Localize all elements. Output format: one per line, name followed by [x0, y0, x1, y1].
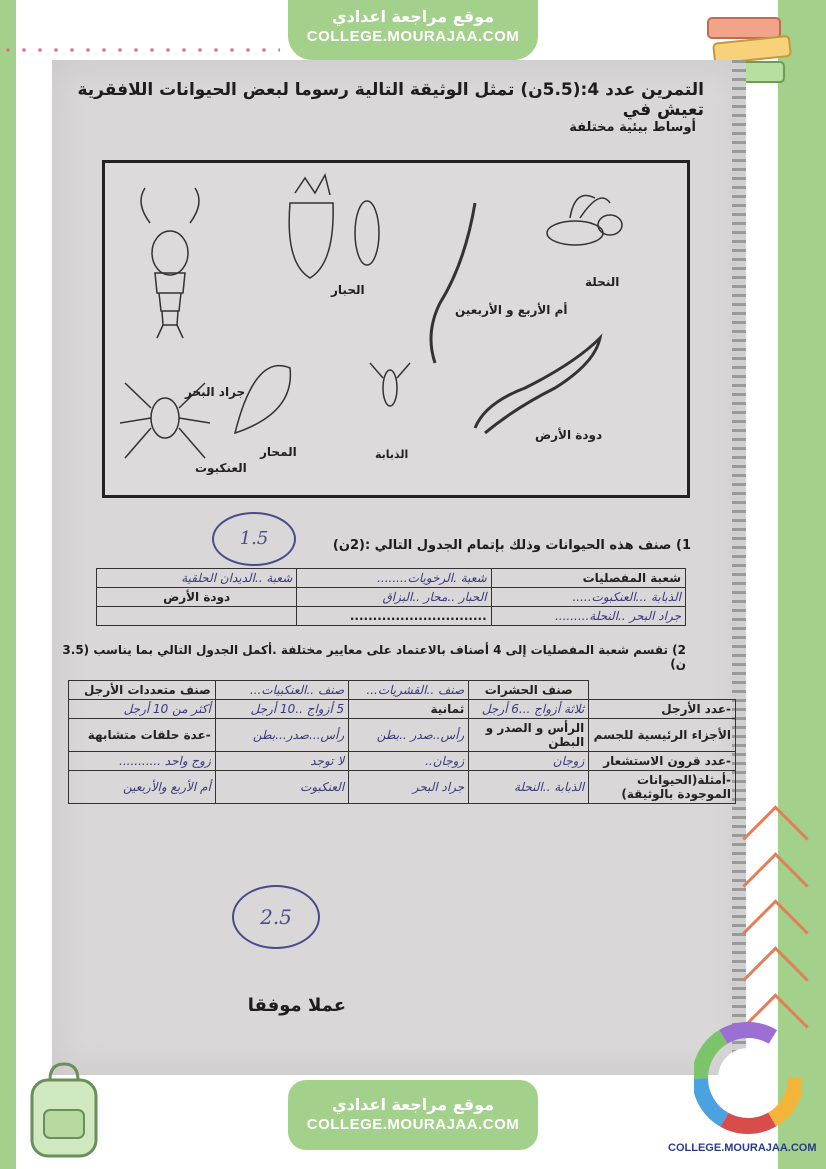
t2-r3c4: أم الأربع والأربعين	[69, 771, 216, 804]
t2-r1c2: رأس..صدر ..بطن	[349, 719, 469, 752]
label-mussel: المحار	[260, 445, 297, 459]
t2-h2: صنف ..القشريات...	[349, 681, 469, 700]
table2-row-examples	[69, 771, 736, 804]
t1-h2: شعبة .الرخويات........	[297, 569, 491, 588]
t2-h3: صنف ..العنكبيات...	[215, 681, 348, 700]
label-centipede: أم الأربع و الأربعين	[455, 303, 568, 317]
mussel-icon	[235, 366, 290, 433]
t2-r0c0: -عدد الأرجل	[589, 700, 736, 719]
animals-figure	[102, 160, 690, 498]
t2-r2c2: زوجان..	[349, 752, 469, 771]
table2-row-body	[69, 719, 736, 752]
label-earthworm: دودة الأرض	[535, 428, 603, 442]
label-crayfish: جراد البحر	[185, 385, 246, 399]
t1-r1c2: الحبار ..محار ..البزاق	[297, 588, 491, 607]
t1-r2c1: جراد البحر ..النحلة.........	[491, 607, 685, 626]
t1-r2c3	[97, 607, 297, 626]
t2-h0	[589, 681, 736, 700]
t2-r2c0: -عدد قرون الاستشعار	[589, 752, 736, 771]
top-banner-arabic: موقع مراجعة اعدادي	[331, 7, 495, 26]
t2-r2c3: لا توجد	[215, 752, 348, 771]
table2-header	[69, 681, 736, 700]
t2-r0c3: 5 أزواج ..10 أرجل	[215, 700, 348, 719]
t2-r0c2: ثمانية	[349, 700, 469, 719]
paper-binding-edge	[732, 60, 746, 1075]
t2-r0c4: أكثر من 10 أرجل	[69, 700, 216, 719]
table1-header	[97, 569, 686, 588]
t2-r1c3: رأس...صدر...بطن	[215, 719, 348, 752]
t1-r2c2: ..............................	[297, 607, 491, 626]
education-wheel-icon	[694, 1022, 802, 1140]
earthworm-icon	[475, 338, 600, 433]
t2-r2c1: زوجان	[469, 752, 589, 771]
classification-table-2	[68, 680, 736, 804]
t1-h1: شعبة المفصليات	[491, 569, 685, 588]
question-2: 2) تقسم شعبة المفصليات إلى 4 أصناف بالاعتماد على معايير مختلفة .أكمل الجدول التالي بما يناسب (3.5 ن)	[62, 643, 686, 671]
table2-row-legs	[69, 700, 736, 719]
exercise-title-cont: أوساط بيئية مختلفة	[569, 120, 696, 135]
closing-text: عملا موفقا	[247, 995, 346, 1016]
t2-h1: صنف الحشرات	[469, 681, 589, 700]
t2-r0c1: ثلاثة أزواج ...6 أرجل	[469, 700, 589, 719]
classification-table-1	[96, 568, 686, 626]
centipede-icon	[431, 203, 475, 363]
animal-drawings	[105, 163, 687, 495]
cuttlefish-icon	[289, 175, 379, 278]
table2-row-antennae	[69, 752, 736, 771]
table1-row1	[97, 588, 686, 607]
grade-circle-1: 1.5	[212, 512, 296, 566]
fly-icon	[370, 363, 410, 406]
backpack-icon	[14, 1058, 114, 1162]
crayfish-icon	[141, 188, 199, 338]
t2-r3c0: -أمثلة(الحيوانات الموجودة بالوثيقة)	[589, 771, 736, 804]
table1-row2	[97, 607, 686, 626]
bottom-banner-url[interactable]: COLLEGE.MOURAJAA.COM	[306, 1116, 520, 1133]
t2-r1c0: الأجزاء الرئيسية للجسم	[589, 719, 736, 752]
label-bee: النحلة	[585, 275, 620, 289]
t2-r3c1: الذبابة ..النحلة	[469, 771, 589, 804]
t2-r1c4: -عدة حلقات متشابهة	[69, 719, 216, 752]
t2-r3c3: العنكبوت	[215, 771, 348, 804]
exercise-title: التمرين عدد 4:(5.5ن) تمثل الوثيقة التالية رسوما لبعض الحيوانات اللافقرية تعيش في	[77, 80, 704, 120]
decorative-dots	[0, 48, 280, 52]
bottom-banner-arabic: موقع مراجعة اعدادي	[331, 1095, 495, 1114]
bee-icon	[547, 196, 622, 246]
t1-h3: شعبة ..الديدان الحلقية	[97, 569, 297, 588]
top-banner-url[interactable]: COLLEGE.MOURAJAA.COM	[306, 28, 520, 45]
t2-r3c2: جراد البحر	[349, 771, 469, 804]
t2-h4: صنف متعددات الأرجل	[69, 681, 216, 700]
grade-circle-2: 2.5	[232, 885, 320, 949]
label-fly: الذبابة	[375, 448, 409, 461]
top-banner[interactable]	[288, 0, 538, 60]
t1-r1c3: دودة الأرض	[97, 588, 297, 607]
question-1: 1) صنف هذه الحيوانات وذلك بإتمام الجدول التالي :(2ن)	[332, 538, 691, 553]
t1-r1c1: الذبابة ...العنكبوت.....	[491, 588, 685, 607]
t2-r1c1: الرأس و الصدر و البطن	[469, 719, 589, 752]
label-cuttlefish: الحبار	[331, 283, 365, 297]
exam-paper	[52, 60, 746, 1075]
t2-r2c4: زوج واحد ...........	[69, 752, 216, 771]
logo-url[interactable]: COLLEGE.MOURAJAA.COM	[668, 1142, 817, 1154]
label-spider: العنكبوت	[195, 461, 247, 475]
bottom-banner[interactable]	[288, 1080, 538, 1150]
